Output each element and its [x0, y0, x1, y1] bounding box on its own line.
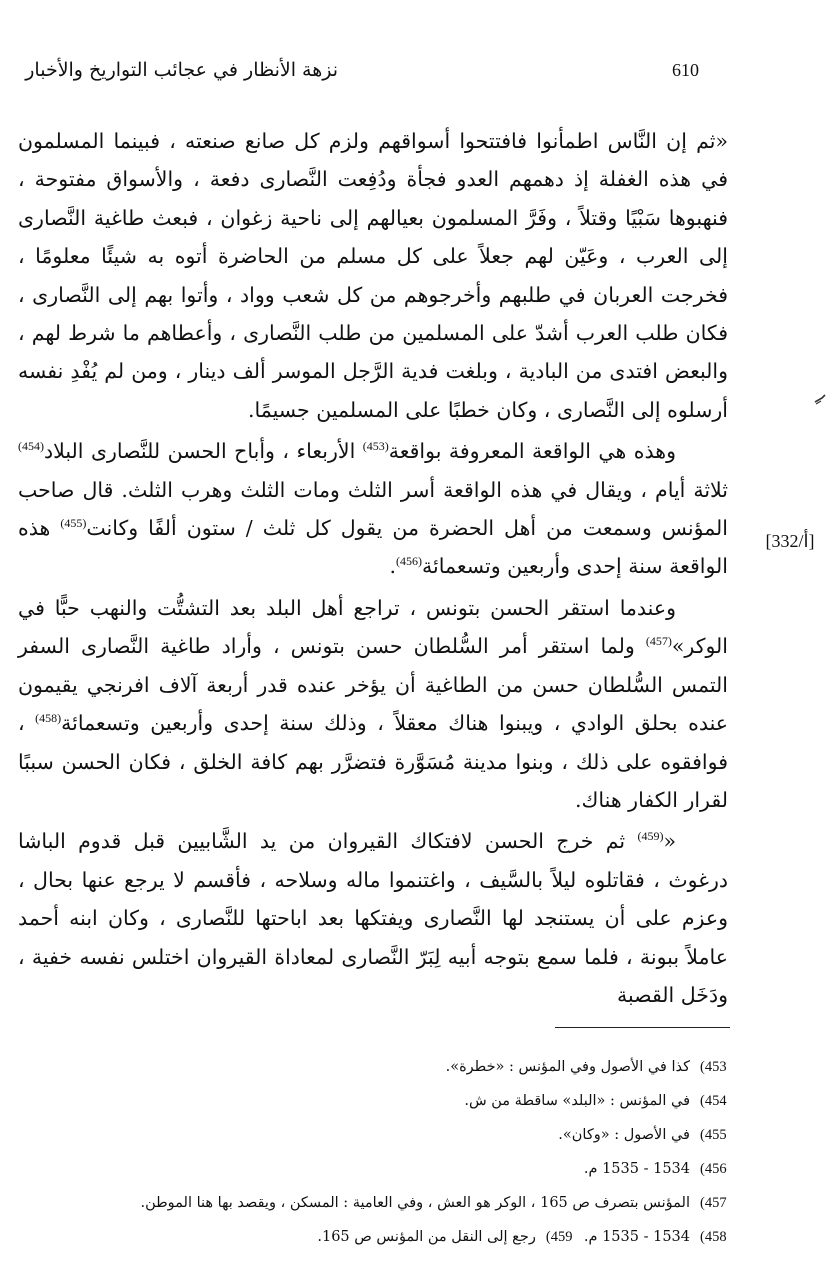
footnotes [60, 1050, 738, 1254]
paragraph-2-text-c: ثلاثة أيام ، ويقال في هذه الواقعة أسر الثلث ومات الثلث وهرب الثلث. قال صاحب المؤنس وسمعت من أهل الحضرة من يقول كل ثلث / ستون ألفًا وكانت [18, 477, 728, 541]
page-number: 610 [672, 60, 699, 80]
main-text [18, 122, 728, 1014]
stray-ink-mark [812, 388, 828, 410]
footnote-453 [60, 1050, 738, 1084]
paragraph-2 [18, 432, 728, 586]
footnote-number: 455) [700, 1127, 727, 1143]
paragraph-3-text-b: ولما استقر أمر السُّلطان حسن بتونس ، وأراد طاغية النَّصارى السفر التمس السُّلطان حسن من الطاغية أن يؤخر عنده قدر أربعة آلاف افرنجي يقيمون عنده بحلق الوادي ، ويبنوا هناك معقلاً ، وذلك سنة إحدى وأربعين وتسعمائة [18, 634, 728, 736]
paragraph-1 [18, 122, 728, 429]
paragraph-2-text-a: وهذه هي الواقعة المعروفة بواقعة [388, 439, 676, 464]
footnote-ref-454[interactable]: (454) [18, 439, 44, 454]
paragraph-2-text-d: هذه الواقعة سنة إحدى وأربعين وتسعمائة [18, 516, 728, 579]
footnote-text: 1534 - 1535 م. [583, 1229, 690, 1245]
manuscript-folio-reference [752, 528, 828, 554]
footnote-ref-459[interactable]: (459) [637, 829, 664, 844]
footnote-number: 453) [700, 1059, 727, 1075]
footnote-text: في الأصول : «وكان». [558, 1127, 690, 1143]
footnote-number: 458) [700, 1229, 727, 1245]
footnote-458-459 [60, 1220, 738, 1254]
footnote-text-second: رجع إلى النقل من المؤنس ص 165. [317, 1229, 536, 1245]
paragraph-4 [18, 822, 728, 1014]
paragraph-3-text-c: ، فوافقوه على ذلك ، وبنوا مدينة مُسَوَّرة فتضرَّر بهم كافة الخلق ، فكان الحسن سببًا لقرار الكفار هناك. [18, 711, 728, 812]
paragraph-3-text-a: وعندما استقر الحسن بتونس ، تراجع أهل البلد بعد التشتُّت والنهب حبًّا في الوكر» [18, 595, 728, 659]
paragraph-4-text-a: « [663, 829, 676, 854]
footnote-number: 454) [700, 1093, 727, 1109]
footnote-ref-453[interactable]: (453) [362, 439, 389, 454]
footnote-455 [60, 1118, 738, 1152]
paragraph-2-text-b: الأربعاء ، وأباح الحسن للنَّصارى البلاد [44, 439, 363, 464]
footnote-ref-457[interactable]: (457) [645, 634, 672, 649]
footnote-separator [555, 1027, 730, 1028]
footnote-number: 456) [700, 1161, 727, 1177]
footnote-ref-456[interactable]: (456) [396, 554, 423, 569]
paragraph-3 [18, 589, 728, 819]
footnote-number-second: 459) [545, 1229, 573, 1245]
footnote-number: 457) [700, 1195, 727, 1211]
paragraph-4-text-b: ثم خرج الحسن لافتكاك القيروان من يد الشَّابيين قبل قدوم الباشا درغوث ، فقاتلوه ليلاً بالسَّيف ، واغتنموا ماله وسلاحه ، فأقسم لا يرجع عنها بحال ، وعزم على أن يستنجد لها النَّصارى ويفتكها بعد اباحتها للنَّصارى ، وكان ابنه أحمد عاملاً ببونة ، فلما سمع بتوجه أبيه لِبَرّ النَّصارى لمعاداة القيروان اختلس نفسه خفية ، ودَخَل القصبة [18, 829, 728, 1007]
footnote-456 [60, 1152, 738, 1186]
footnote-text: في المؤنس : «البلد» ساقطة من ش. [464, 1093, 690, 1109]
footnote-454 [60, 1084, 738, 1118]
folio-reference-text: [332/أ] [765, 531, 815, 551]
footnote-ref-458[interactable]: (458) [35, 711, 62, 726]
paragraph-1-text: «ثم إن النَّاس اطمأنوا فافتتحوا أسواقهم ولزم كل صانع صنعته ، فبينما المسلمون في هذه الغفلة إذ دهمهم العدو فجأة ودُفِعت النَّصارى دفعة ، والأسواق مفتوحة ، فنهبوها سَبْيًا وقتلاً ، وفَرَّ المسلمون بعيالهم إلى ناحية زغوان ، فبعث طاغية النَّصارى إلى العرب ، وعَيّن لهم جعلاً على كل مسلم من الحاضرة أتوه به شيئًا معلومًا ، فخرجت العربان في طلبهم وأخرجوهم من كل شعب وواد ، وأتوا بهم إلى النَّصارى ، فكان طلب العرب أشدّ على المسلمين من طلب النَّصارى ، وأعطاهم ما شرط لهم ، والبعض افتدى من البادية ، وبلغت فدية الرَّجل الموسر ألف دينار ، ومن لم يُفْدِ نفسه أرسلوه إلى النَّصارى ، وكان خطبًا على المسلمين جسيمًا. [18, 129, 728, 422]
footnote-text: 1534 - 1535 م. [583, 1161, 690, 1177]
footnote-text: المؤنس بتصرف ص 165 ، الوكر هو العش ، وفي العامية : المسكن ، ويقصد بها هنا الموطن. [140, 1195, 690, 1211]
footnote-457 [60, 1186, 738, 1220]
footnote-ref-455[interactable]: (455) [60, 516, 87, 531]
running-header-title: نزهة الأنظار في عجائب التواريخ والأخبار [25, 59, 338, 81]
footnote-text: كذا في الأصول وفي المؤنس : «خطرة». [445, 1059, 690, 1075]
paragraph-2-text-e: . [389, 554, 397, 579]
